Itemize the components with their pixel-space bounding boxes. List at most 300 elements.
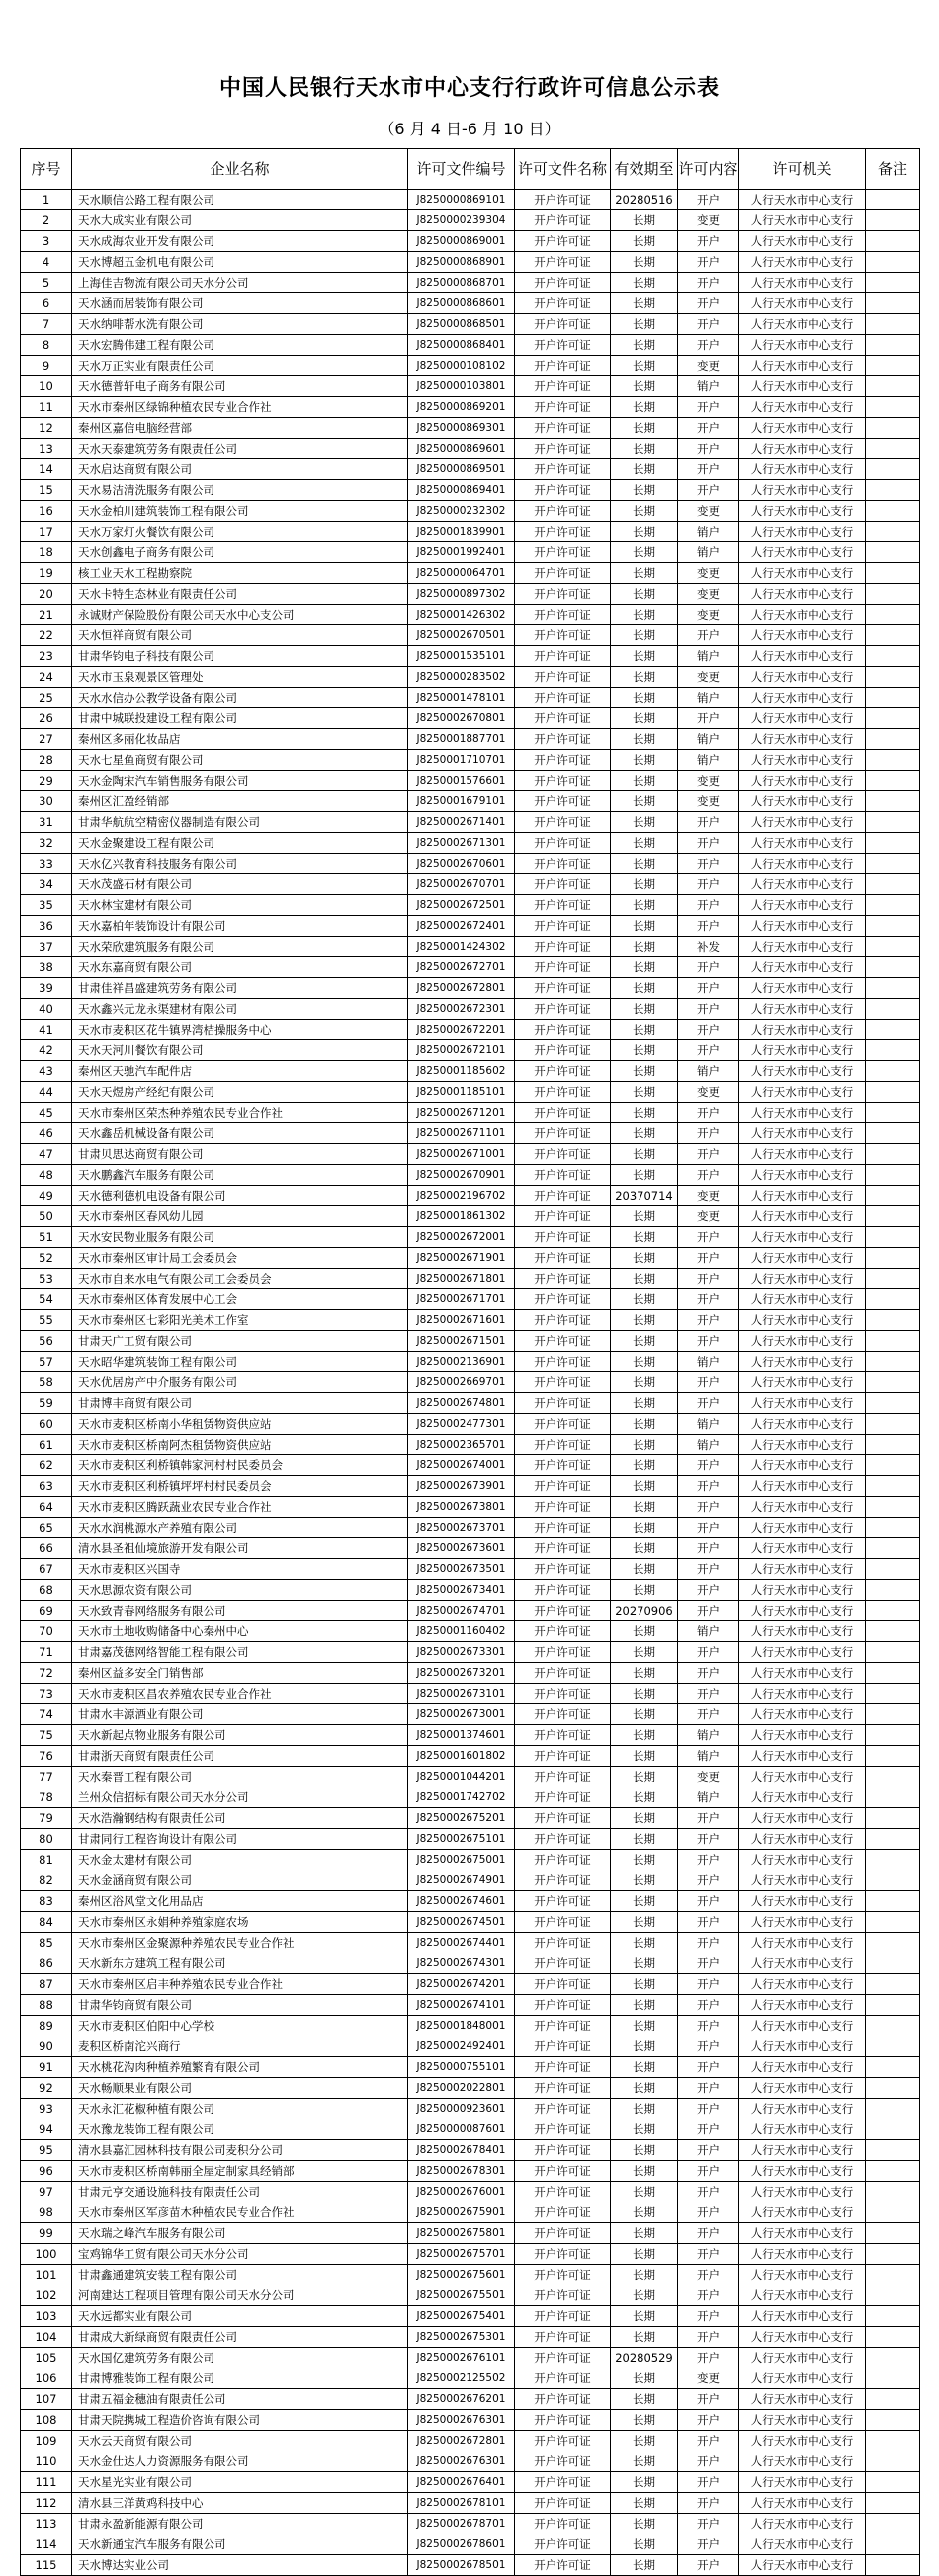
cell-doc: 开户许可证: [515, 501, 611, 522]
cell-note: [866, 1850, 920, 1870]
cell-seq: 54: [21, 1289, 72, 1310]
cell-seq: 107: [21, 2389, 72, 2410]
table-row: [21, 1269, 920, 1289]
cell-org: 人行天水市中心支行: [739, 2119, 866, 2140]
cell-org: 人行天水市中心支行: [739, 2182, 866, 2202]
cell-name: 天水致青春网络服务有限公司: [72, 1601, 408, 1621]
cell-valid: 长期: [611, 937, 678, 957]
cell-code: J8250002674601: [408, 1891, 515, 1912]
cell-content: 开户: [678, 1995, 739, 2016]
cell-valid: 长期: [611, 667, 678, 688]
table-row: [21, 1061, 920, 1082]
cell-valid: 长期: [611, 584, 678, 605]
cell-note: [866, 1725, 920, 1746]
cell-name: 天水星光实业有限公司: [72, 2472, 408, 2493]
cell-valid: 长期: [611, 1767, 678, 1787]
cell-valid: 长期: [611, 2368, 678, 2389]
cell-org: 人行天水市中心支行: [739, 2534, 866, 2555]
cell-content: 变更: [678, 356, 739, 376]
cell-name: 天水启达商贸有限公司: [72, 459, 408, 480]
cell-note: [866, 2534, 920, 2555]
cell-note: [866, 2182, 920, 2202]
cell-content: 开户: [678, 2161, 739, 2182]
cell-name: 天水市土地收购储备中心秦州中心: [72, 1621, 408, 1642]
cell-note: [866, 190, 920, 210]
table-row: [21, 2099, 920, 2119]
table-row: [21, 667, 920, 688]
cell-note: [866, 480, 920, 501]
cell-content: 开户: [678, 293, 739, 314]
table-row: [21, 459, 920, 480]
cell-code: J8250002670601: [408, 854, 515, 874]
cell-doc: 开户许可证: [515, 335, 611, 356]
cell-code: J8250002673201: [408, 1663, 515, 1684]
cell-code: J8250002670501: [408, 625, 515, 646]
cell-name: 天水大成实业有限公司: [72, 210, 408, 231]
cell-valid: 长期: [611, 1684, 678, 1704]
cell-note: [866, 210, 920, 231]
cell-content: 开户: [678, 1538, 739, 1559]
cell-org: 人行天水市中心支行: [739, 1995, 866, 2016]
cell-name: 天水市麦积区桥南韩丽全屋定制家具经销部: [72, 2161, 408, 2182]
cell-content: 开户: [678, 833, 739, 854]
cell-org: 人行天水市中心支行: [739, 563, 866, 584]
cell-note: [866, 1040, 920, 1061]
cell-doc: 开户许可证: [515, 1912, 611, 1933]
cell-doc: 开户许可证: [515, 1663, 611, 1684]
cell-content: 开户: [678, 2306, 739, 2327]
cell-content: 开户: [678, 1601, 739, 1621]
cell-valid: 长期: [611, 293, 678, 314]
cell-name: 天水市秦州区荣杰种养殖农民专业合作社: [72, 1103, 408, 1123]
table-row: [21, 1020, 920, 1040]
cell-code: J8250002678501: [408, 2555, 515, 2576]
cell-note: [866, 2368, 920, 2389]
cell-seq: 74: [21, 1704, 72, 1725]
cell-content: 开户: [678, 1476, 739, 1497]
cell-name: 天水思源农资有限公司: [72, 1580, 408, 1601]
cell-doc: 开户许可证: [515, 1103, 611, 1123]
cell-code: J8250002671601: [408, 1310, 515, 1331]
cell-name: 天水市秦州区永娟种养殖家庭农场: [72, 1912, 408, 1933]
cell-content: 开户: [678, 480, 739, 501]
table-row: [21, 480, 920, 501]
cell-note: [866, 356, 920, 376]
cell-seq: 85: [21, 1933, 72, 1953]
cell-org: 人行天水市中心支行: [739, 1974, 866, 1995]
cell-seq: 99: [21, 2223, 72, 2244]
table-row: [21, 999, 920, 1020]
cell-name: 天水市玉泉观景区管理处: [72, 667, 408, 688]
cell-seq: 27: [21, 729, 72, 750]
cell-note: [866, 1165, 920, 1186]
cell-note: [866, 1289, 920, 1310]
cell-name: 天水天煜房产经纪有限公司: [72, 1082, 408, 1103]
cell-valid: 长期: [611, 2161, 678, 2182]
cell-org: 人行天水市中心支行: [739, 1538, 866, 1559]
cell-seq: 22: [21, 625, 72, 646]
cell-note: [866, 459, 920, 480]
cell-note: [866, 418, 920, 439]
cell-doc: 开户许可证: [515, 190, 611, 210]
cell-name: 天水恒祥商贸有限公司: [72, 625, 408, 646]
cell-org: 人行天水市中心支行: [739, 2036, 866, 2057]
cell-content: 销户: [678, 1414, 739, 1435]
cell-content: 开户: [678, 1808, 739, 1829]
cell-content: 销户: [678, 522, 739, 542]
cell-code: J8250001185101: [408, 1082, 515, 1103]
cell-content: 开户: [678, 1103, 739, 1123]
cell-seq: 30: [21, 791, 72, 812]
cell-org: 人行天水市中心支行: [739, 1870, 866, 1891]
cell-note: [866, 625, 920, 646]
cell-note: [866, 1497, 920, 1518]
table-row: [21, 1289, 920, 1310]
cell-note: [866, 2306, 920, 2327]
cell-doc: 开户许可证: [515, 1601, 611, 1621]
table-row: [21, 2555, 920, 2576]
cell-code: J8250000087601: [408, 2119, 515, 2140]
cell-code: J8250002673001: [408, 1704, 515, 1725]
table-row: [21, 1476, 920, 1497]
cell-content: 销户: [678, 688, 739, 708]
cell-seq: 97: [21, 2182, 72, 2202]
cell-name: 甘肃浙天商贸有限责任公司: [72, 1746, 408, 1767]
cell-org: 人行天水市中心支行: [739, 1248, 866, 1269]
cell-doc: 开户许可证: [515, 771, 611, 791]
cell-code: J8250002676401: [408, 2472, 515, 2493]
table-row: [21, 335, 920, 356]
table-row: [21, 812, 920, 833]
cell-seq: 71: [21, 1642, 72, 1663]
cell-note: [866, 1704, 920, 1725]
cell-seq: 104: [21, 2327, 72, 2348]
cell-content: 开户: [678, 2119, 739, 2140]
cell-org: 人行天水市中心支行: [739, 1352, 866, 1372]
cell-seq: 108: [21, 2410, 72, 2431]
cell-note: [866, 1995, 920, 2016]
cell-org: 人行天水市中心支行: [739, 916, 866, 937]
cell-valid: 长期: [611, 2555, 678, 2576]
cell-note: [866, 750, 920, 771]
cell-valid: 长期: [611, 1621, 678, 1642]
cell-note: [866, 1953, 920, 1974]
cell-doc: 开户许可证: [515, 2202, 611, 2223]
cell-doc: 开户许可证: [515, 1393, 611, 1414]
cell-note: [866, 1331, 920, 1352]
cell-org: 人行天水市中心支行: [739, 397, 866, 418]
cell-code: J8250002672001: [408, 1227, 515, 1248]
cell-note: [866, 1933, 920, 1953]
table-row: [21, 895, 920, 916]
cell-doc: 开户许可证: [515, 1435, 611, 1455]
cell-note: [866, 1601, 920, 1621]
cell-code: J8250002673901: [408, 1476, 515, 1497]
cell-note: [866, 2555, 920, 2576]
cell-org: 人行天水市中心支行: [739, 1497, 866, 1518]
table-row: [21, 1621, 920, 1642]
table-row: [21, 1372, 920, 1393]
cell-doc: 开户许可证: [515, 1455, 611, 1476]
cell-code: J8250002673701: [408, 1518, 515, 1538]
cell-valid: 长期: [611, 397, 678, 418]
cell-org: 人行天水市中心支行: [739, 2514, 866, 2534]
cell-seq: 15: [21, 480, 72, 501]
cell-doc: 开户许可证: [515, 563, 611, 584]
cell-note: [866, 812, 920, 833]
cell-code: J8250001679101: [408, 791, 515, 812]
table-row: [21, 916, 920, 937]
cell-name: 甘肃华钧电子科技有限公司: [72, 646, 408, 667]
cell-note: [866, 937, 920, 957]
cell-doc: 开户许可证: [515, 2306, 611, 2327]
cell-content: 开户: [678, 1559, 739, 1580]
cell-org: 人行天水市中心支行: [739, 418, 866, 439]
cell-name: 天水博达实业公司: [72, 2555, 408, 2576]
cell-name: 河南建达工程项目管理有限公司天水分公司: [72, 2285, 408, 2306]
cell-code: J8250002673101: [408, 1684, 515, 1704]
cell-name: 宝鸡锦华工贸有限公司天水分公司: [72, 2244, 408, 2265]
cell-content: 开户: [678, 2078, 739, 2099]
cell-org: 人行天水市中心支行: [739, 1580, 866, 1601]
cell-name: 天水金聚建设工程有限公司: [72, 833, 408, 854]
cell-name: 清水县圣祖仙境旅游开发有限公司: [72, 1538, 408, 1559]
cell-name: 天水七星鱼商贸有限公司: [72, 750, 408, 771]
cell-code: J8250002670701: [408, 874, 515, 895]
cell-note: [866, 1746, 920, 1767]
cell-note: [866, 2161, 920, 2182]
cell-valid: 长期: [611, 2389, 678, 2410]
cell-code: J8250001839901: [408, 522, 515, 542]
cell-doc: 开户许可证: [515, 480, 611, 501]
cell-note: [866, 1518, 920, 1538]
table-row: [21, 397, 920, 418]
cell-note: [866, 1621, 920, 1642]
cell-org: 人行天水市中心支行: [739, 750, 866, 771]
cell-code: J8250000064701: [408, 563, 515, 584]
cell-code: J8250001426302: [408, 605, 515, 625]
cell-content: 销户: [678, 1621, 739, 1642]
cell-valid: 长期: [611, 2285, 678, 2306]
cell-doc: 开户许可证: [515, 2223, 611, 2244]
cell-doc: 开户许可证: [515, 231, 611, 252]
cell-seq: 83: [21, 1891, 72, 1912]
cell-name: 秦州区天驰汽车配件店: [72, 1061, 408, 1082]
cell-seq: 80: [21, 1829, 72, 1850]
cell-valid: 长期: [611, 2472, 678, 2493]
table-row: [21, 2348, 920, 2368]
cell-org: 人行天水市中心支行: [739, 957, 866, 978]
cell-code: J8250002196702: [408, 1186, 515, 1206]
cell-doc: 开户许可证: [515, 2368, 611, 2389]
header-content: 许可内容: [678, 149, 739, 190]
cell-seq: 34: [21, 874, 72, 895]
cell-seq: 52: [21, 1248, 72, 1269]
cell-content: 开户: [678, 2223, 739, 2244]
cell-code: J8250000103801: [408, 376, 515, 397]
cell-org: 人行天水市中心支行: [739, 542, 866, 563]
cell-name: 天水新通宝汽车服务有限公司: [72, 2534, 408, 2555]
cell-note: [866, 1974, 920, 1995]
cell-org: 人行天水市中心支行: [739, 1020, 866, 1040]
cell-code: J8250000869501: [408, 459, 515, 480]
cell-seq: 69: [21, 1601, 72, 1621]
cell-doc: 开户许可证: [515, 542, 611, 563]
cell-name: 清水县三洋黄鸡科技中心: [72, 2493, 408, 2514]
cell-seq: 100: [21, 2244, 72, 2265]
cell-content: 变更: [678, 1082, 739, 1103]
cell-code: J8250002672201: [408, 1020, 515, 1040]
cell-code: J8250002672301: [408, 999, 515, 1020]
cell-content: 开户: [678, 418, 739, 439]
table-row: [21, 1414, 920, 1435]
cell-content: 开户: [678, 2140, 739, 2161]
cell-org: 人行天水市中心支行: [739, 646, 866, 667]
cell-note: [866, 2036, 920, 2057]
cell-name: 麦积区桥南沱兴商行: [72, 2036, 408, 2057]
cell-org: 人行天水市中心支行: [739, 2161, 866, 2182]
cell-name: 甘肃水丰源酒业有限公司: [72, 1704, 408, 1725]
cell-note: [866, 1663, 920, 1684]
cell-org: 人行天水市中心支行: [739, 210, 866, 231]
cell-doc: 开户许可证: [515, 1289, 611, 1310]
cell-valid: 长期: [611, 1435, 678, 1455]
cell-org: 人行天水市中心支行: [739, 2099, 866, 2119]
cell-org: 人行天水市中心支行: [739, 854, 866, 874]
table-row: [21, 2431, 920, 2451]
table-row: [21, 1352, 920, 1372]
cell-seq: 60: [21, 1414, 72, 1435]
cell-seq: 36: [21, 916, 72, 937]
table-row: [21, 252, 920, 273]
cell-name: 天水远都实业有限公司: [72, 2306, 408, 2327]
cell-org: 人行天水市中心支行: [739, 439, 866, 459]
cell-name: 天水市秦州区军彦苗木种植农民专业合作社: [72, 2202, 408, 2223]
cell-name: 天水市秦州区春风幼儿园: [72, 1206, 408, 1227]
cell-content: 开户: [678, 231, 739, 252]
cell-note: [866, 335, 920, 356]
table-row: [21, 1538, 920, 1559]
table-row: [21, 1455, 920, 1476]
cell-doc: 开户许可证: [515, 459, 611, 480]
cell-doc: 开户许可证: [515, 667, 611, 688]
cell-valid: 长期: [611, 1455, 678, 1476]
cell-doc: 开户许可证: [515, 1684, 611, 1704]
cell-note: [866, 729, 920, 750]
cell-name: 天水市麦积区兴国寺: [72, 1559, 408, 1580]
cell-seq: 49: [21, 1186, 72, 1206]
cell-code: J8250002673601: [408, 1538, 515, 1559]
cell-seq: 87: [21, 1974, 72, 1995]
table-row: [21, 1497, 920, 1518]
cell-content: 开户: [678, 812, 739, 833]
table-row: [21, 2451, 920, 2472]
cell-org: 人行天水市中心支行: [739, 1746, 866, 1767]
cell-valid: 长期: [611, 1933, 678, 1953]
cell-code: J8250002673301: [408, 1642, 515, 1663]
cell-doc: 开户许可证: [515, 439, 611, 459]
cell-valid: 长期: [611, 1476, 678, 1497]
table-row: [21, 2534, 920, 2555]
cell-note: [866, 1352, 920, 1372]
cell-name: 天水市麦积区花牛镇界湾桔操服务中心: [72, 1020, 408, 1040]
cell-org: 人行天水市中心支行: [739, 791, 866, 812]
cell-content: 开户: [678, 273, 739, 293]
table-row: [21, 1518, 920, 1538]
cell-name: 天水市麦积区桥南小华租赁物资供应站: [72, 1414, 408, 1435]
cell-doc: 开户许可证: [515, 729, 611, 750]
table-row: [21, 605, 920, 625]
cell-code: J8250002673801: [408, 1497, 515, 1518]
cell-code: J8250000283502: [408, 667, 515, 688]
cell-code: J8250000897302: [408, 584, 515, 605]
cell-content: 销户: [678, 376, 739, 397]
cell-code: J8250002672101: [408, 1040, 515, 1061]
cell-content: 开户: [678, 1518, 739, 1538]
cell-org: 人行天水市中心支行: [739, 2348, 866, 2368]
cell-code: J8250002670901: [408, 1165, 515, 1186]
table-row: [21, 708, 920, 729]
table-row: [21, 791, 920, 812]
cell-org: 人行天水市中心支行: [739, 812, 866, 833]
cell-code: J8250000923601: [408, 2099, 515, 2119]
cell-content: 开户: [678, 1393, 739, 1414]
cell-valid: 长期: [611, 2327, 678, 2348]
cell-valid: 长期: [611, 1393, 678, 1414]
cell-org: 人行天水市中心支行: [739, 459, 866, 480]
cell-valid: 长期: [611, 439, 678, 459]
cell-valid: 长期: [611, 210, 678, 231]
cell-org: 人行天水市中心支行: [739, 729, 866, 750]
cell-seq: 50: [21, 1206, 72, 1227]
cell-name: 天水易洁清洗服务有限公司: [72, 480, 408, 501]
cell-note: [866, 1870, 920, 1891]
table-row: [21, 625, 920, 646]
cell-note: [866, 874, 920, 895]
table-row: [21, 293, 920, 314]
cell-valid: 长期: [611, 605, 678, 625]
cell-org: 人行天水市中心支行: [739, 2244, 866, 2265]
cell-org: 人行天水市中心支行: [739, 1808, 866, 1829]
cell-content: 开户: [678, 1455, 739, 1476]
cell-name: 上海佳吉物流有限公司天水分公司: [72, 273, 408, 293]
cell-name: 天水鑫岳机械设备有限公司: [72, 1123, 408, 1144]
table-row: [21, 1891, 920, 1912]
table-row: [21, 750, 920, 771]
cell-code: J8250002671401: [408, 812, 515, 833]
cell-valid: 长期: [611, 854, 678, 874]
cell-doc: 开户许可证: [515, 2265, 611, 2285]
cell-name: 天水金涵商贸有限公司: [72, 1870, 408, 1891]
cell-content: 开户: [678, 252, 739, 273]
table-row: [21, 190, 920, 210]
cell-seq: 21: [21, 605, 72, 625]
cell-seq: 31: [21, 812, 72, 833]
cell-seq: 28: [21, 750, 72, 771]
cell-content: 销户: [678, 1746, 739, 1767]
cell-doc: 开户许可证: [515, 293, 611, 314]
cell-org: 人行天水市中心支行: [739, 1372, 866, 1393]
cell-valid: 20280529: [611, 2348, 678, 2368]
cell-seq: 92: [21, 2078, 72, 2099]
cell-content: 开户: [678, 2036, 739, 2057]
cell-org: 人行天水市中心支行: [739, 252, 866, 273]
cell-content: 销户: [678, 750, 739, 771]
cell-doc: 开户许可证: [515, 1829, 611, 1850]
cell-org: 人行天水市中心支行: [739, 1186, 866, 1206]
cell-code: J8250002672801: [408, 978, 515, 999]
cell-content: 开户: [678, 1331, 739, 1352]
